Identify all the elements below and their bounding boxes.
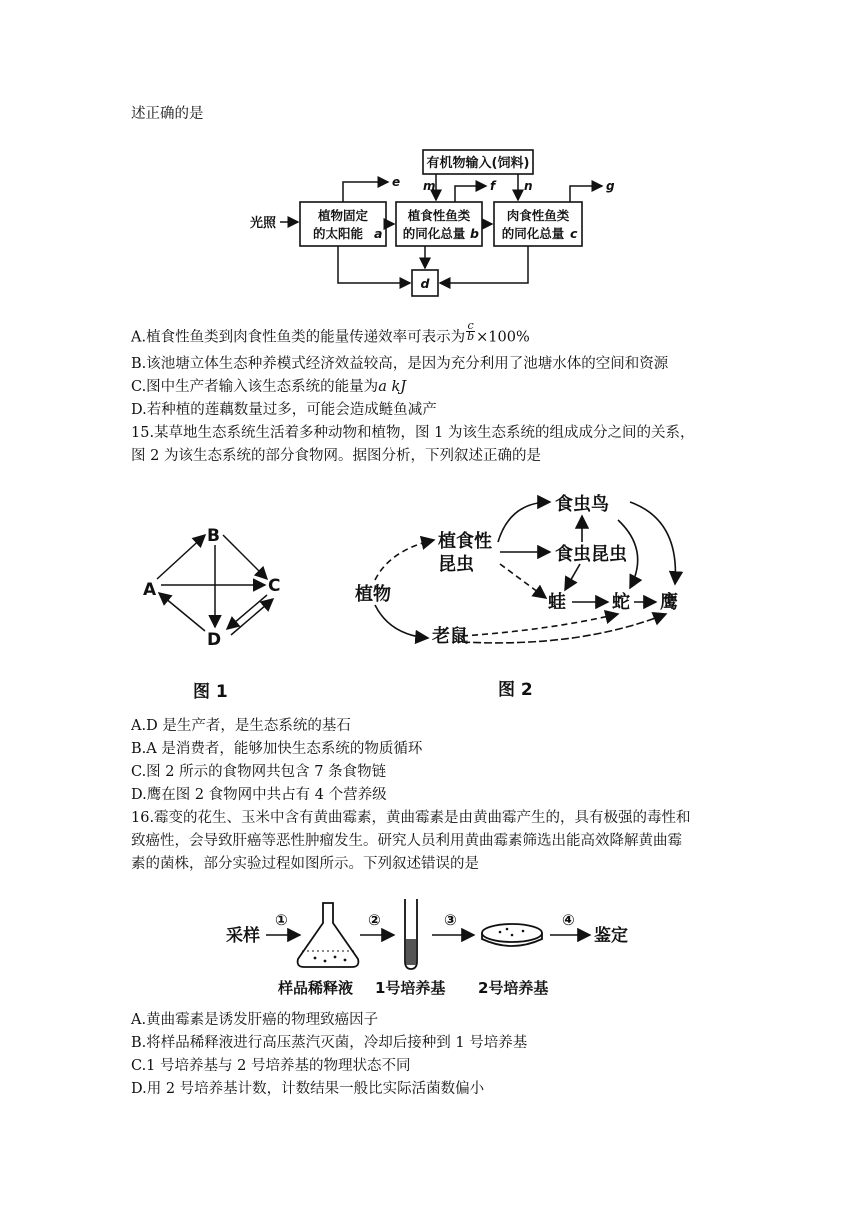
energy-flow-diagram [240, 142, 620, 302]
fraction-c-over-b: $\frac{c}{b}$ [467, 319, 475, 343]
node-d: D [207, 630, 222, 650]
flow-step-4: ④ [562, 911, 575, 929]
q16-option-b: B.将样品稀释液进行高压蒸汽灭菌，冷却后接种到 1 号培养基 [131, 1035, 528, 1051]
q16-stem-line1: 16.霉变的花生、玉米中含有黄曲霉素，黄曲霉素是由黄曲霉产生的，具有极强的毒性和 [131, 810, 691, 826]
node-herb-insect-1: 植食性 [438, 531, 492, 552]
q15-option-c: C.图 2 所示的食物网共包含 7 条食物链 [131, 764, 387, 780]
flow-step-2: ② [368, 911, 381, 929]
q15-option-d: D.鹰在图 2 食物网中共占有 4 个营养级 [131, 787, 387, 803]
svg-text:c: c [570, 226, 578, 241]
flask-icon [298, 903, 359, 967]
label-medium-1: 1号培养基 [375, 979, 446, 997]
figure-1-caption: 图 1 [193, 682, 228, 702]
node-mouse: 老鼠 [432, 626, 468, 647]
label-medium-2: 2号培养基 [478, 979, 549, 997]
q16-option-d: D.用 2 号培养基计数，计数结果一般比实际活菌数偏小 [131, 1081, 485, 1097]
q14-option-d: D.若种植的莲藕数量过多，可能会造成鲢鱼减产 [131, 402, 437, 418]
label-n: n [524, 179, 533, 193]
svg-text:a: a [374, 226, 383, 241]
svg-text:b: b [470, 226, 479, 241]
svg-text:肉食性鱼类: 肉食性鱼类 [506, 208, 570, 223]
q15-option-b: B.A 是消费者，能够加快生态系统的物质循环 [131, 741, 423, 757]
q16-option-c: C.1 号培养基与 2 号培养基的物理状态不同 [131, 1058, 411, 1074]
node-a: A [143, 580, 157, 600]
node-insect-bird: 食虫鸟 [555, 494, 609, 515]
petri-dish-icon [482, 924, 542, 942]
q15-stem-line1: 15.某草地生态系统生活着多种动物和植物，图 1 为该生态系统的组成成分之间的关系， [131, 425, 695, 441]
q14-option-a: A.植食性鱼类到肉食性鱼类的能量传递效率可表示为 $\frac{c}{b}$ ×100% [131, 319, 530, 346]
figure-2-food-web [350, 480, 690, 710]
node-insect-insect: 食虫昆虫 [555, 544, 627, 565]
node-plant: 植物 [355, 584, 391, 605]
intro-text: 述正确的是 [131, 106, 204, 122]
node-b: B [207, 526, 220, 546]
light-label: 光照 [250, 216, 277, 231]
label-f: f [490, 179, 496, 193]
q15-stem-line2: 图 2 为该生态系统的部分食物网。据图分析，下列叙述正确的是 [131, 448, 541, 464]
label-g: g [606, 179, 615, 193]
svg-text:d: d [420, 276, 430, 291]
q16-stem-line3: 素的菌株，部分实验过程如图所示。下列叙述错误的是 [131, 856, 479, 872]
experiment-flow-diagram [220, 895, 640, 1005]
node-c: C [268, 576, 281, 596]
node-eagle: 鹰 [660, 592, 678, 613]
figure-2-caption: 图 2 [498, 680, 533, 700]
q16-stem-line2: 致癌性，会导致肝癌等恶性肿瘤发生。研究人员利用黄曲霉素筛选出能高效降解黄曲霉 [131, 833, 682, 849]
svg-text:植物固定: 植物固定 [317, 208, 369, 223]
figure-1-diagram [135, 515, 305, 710]
node-snake: 蛇 [612, 592, 630, 613]
label-e: e [392, 175, 401, 189]
flow-sample: 采样 [226, 926, 260, 946]
q16-option-a: A.黄曲霉素是诱发肝癌的物理致癌因子 [131, 1012, 379, 1028]
svg-text:的同化总量: 的同化总量 [501, 226, 565, 241]
q15-option-a: A.D 是生产者，是生态系统的基石 [131, 718, 351, 734]
node-frog: 蛙 [548, 592, 566, 613]
svg-text:植食性鱼类: 植食性鱼类 [407, 208, 471, 223]
flow-step-1: ① [275, 911, 288, 929]
q14-option-b: B.该池塘立体生态种养模式经济效益较高，是因为充分利用了池塘水体的空间和资源 [131, 356, 669, 372]
q14-option-c: C.图中生产者输入该生态系统的能量为a kJ [131, 379, 407, 395]
svg-text:的同化总量: 的同化总量 [402, 226, 466, 241]
flow-step-3: ③ [444, 911, 457, 929]
label-m: m [423, 179, 436, 193]
flow-identify: 鉴定 [594, 926, 628, 946]
feed-input-label: 有机物输入(饲料) [426, 156, 530, 171]
svg-text:的太阳能: 的太阳能 [312, 226, 364, 241]
node-herb-insect-2: 昆虫 [438, 554, 474, 575]
label-sample-dilution: 样品稀释液 [278, 979, 354, 997]
